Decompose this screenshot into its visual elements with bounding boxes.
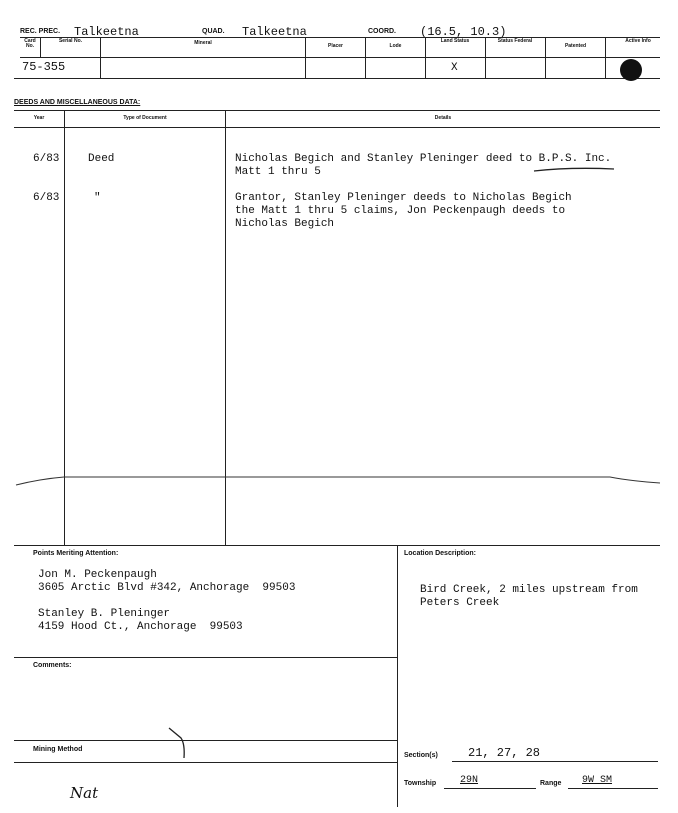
mining-label: Mining Method	[33, 746, 83, 753]
deed-row-2-year: 6/83	[33, 192, 60, 204]
col-active-info: Active Info	[625, 38, 651, 44]
township-value: 29N	[460, 775, 479, 786]
col-serial-no: Serial No.	[58, 38, 83, 44]
township-underline	[444, 788, 536, 789]
range-label: Range	[540, 780, 562, 787]
handwritten-underline	[530, 165, 620, 175]
rec-prec-value: Talkeetna	[74, 25, 139, 39]
deeds-rule-bottom	[14, 545, 660, 546]
col-lode: Lode	[389, 43, 402, 49]
location-label: Location Description:	[404, 550, 476, 557]
mining-rule-bottom	[14, 762, 397, 763]
col-year: Year	[33, 115, 45, 121]
sections-underline	[452, 761, 658, 762]
col-patented: Patented	[564, 43, 587, 49]
header-divider	[485, 37, 486, 78]
signature: Nat	[70, 784, 99, 802]
col-mineral: Mineral	[194, 40, 212, 46]
col-placer: Placer	[327, 43, 343, 49]
col-card-no: Card No.	[24, 38, 36, 49]
col-status-federal: Status Federal	[497, 38, 533, 44]
header-divider	[605, 37, 606, 78]
coord-value: (16.5, 10.3)	[420, 25, 507, 39]
deed-row-1-details: Nicholas Begich and Stanley Pleninger deed to B.P.S. Inc. Matt 1 thru 5	[235, 153, 612, 178]
attention-text: Jon M. Peckenpaugh 3605 Arctic Blvd #342, Anchorage 99503 Stanley B. Pleninger 4159 Hood Ct., Anchorage 99503	[38, 569, 296, 633]
header-rule-mid	[20, 57, 660, 58]
deeds-rule-header	[14, 127, 660, 128]
comments-label: Comments:	[33, 662, 72, 669]
deeds-section-title: DEEDS AND MISCELLANEOUS DATA:	[14, 99, 141, 106]
col-land-status: Land Status	[440, 38, 470, 44]
location-text: Bird Creek, 2 miles upstream from Peters Creek	[420, 584, 638, 609]
col-details: Details	[434, 115, 452, 121]
quad-label: QUAD.	[202, 28, 225, 35]
col-type: Type of Document	[123, 115, 167, 121]
land-status-mark: X	[451, 62, 458, 74]
comments-rule	[14, 657, 397, 658]
quad-value: Talkeetna	[242, 25, 307, 39]
bottom-divider	[397, 545, 398, 807]
deed-row-1-type: Deed	[88, 153, 115, 165]
range-value: 9W SM	[582, 775, 613, 786]
handwritten-mark	[165, 724, 195, 764]
sections-label: Section(s)	[404, 752, 438, 759]
coord-label: COORD.	[368, 28, 396, 35]
rec-prec-label: REC. PREC.	[20, 28, 61, 35]
range-underline	[568, 788, 658, 789]
header-rule-bottom	[14, 78, 660, 79]
deeds-rule-top	[14, 110, 660, 111]
fold-line	[0, 465, 678, 495]
header-rule-top	[20, 37, 660, 38]
card-no-value: 75-355	[22, 60, 66, 74]
deed-row-2-type: "	[94, 192, 101, 204]
sections-value: 21, 27, 28	[468, 746, 541, 760]
hole-punch-mark	[620, 59, 642, 81]
header-divider	[425, 37, 426, 78]
attention-label: Points Meriting Attention:	[33, 550, 119, 557]
deed-row-1-year: 6/83	[33, 153, 60, 165]
mining-rule	[14, 740, 397, 741]
township-label: Township	[404, 780, 437, 787]
deed-row-2-details: Grantor, Stanley Pleninger deeds to Nicholas Begich the Matt 1 thru 5 claims, Jon Peckenpaugh deeds to Nicholas Begich	[235, 192, 572, 230]
